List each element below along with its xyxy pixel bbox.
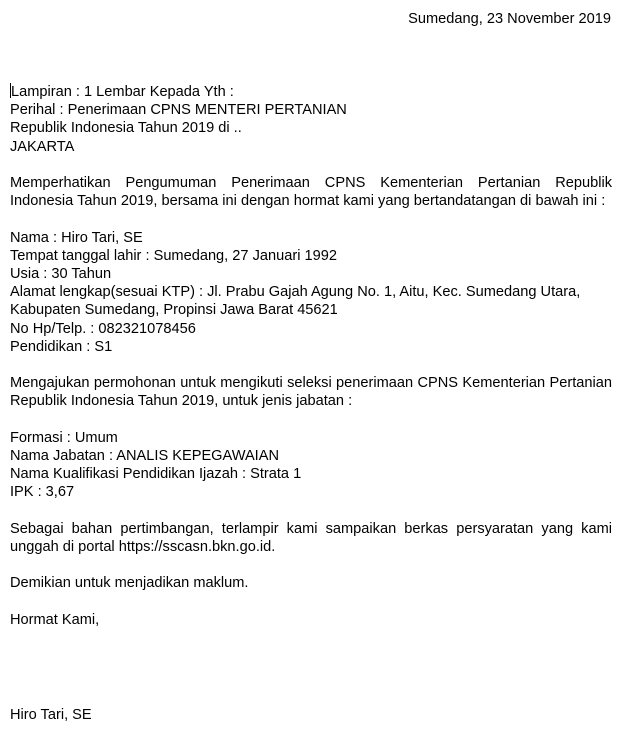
position-jabatan: Nama Jabatan : ANALIS KEPEGAWAIAN — [10, 448, 280, 464]
applicant-address-1: Alamat lengkap(sesuai KTP) : Jl. Prabu Gajah Agung No. 1, Aitu, Kec. Sumedang Utara, — [10, 284, 581, 301]
applicant-name: Nama : Hiro Tari, SE — [10, 229, 143, 246]
position-ipk: IPK : 3,67 — [10, 484, 75, 501]
header-recipient: Republik Indonesia Tahun 2019 di .. — [10, 120, 242, 137]
intro-paragraph: Memperhatikan Pengumuman Penerimaan CPNS Kementerian Pertanian Republik Indonesia Tahun 2019, bersama ini dengan hormat kami yang bertandatangan di bawah ini : — [10, 175, 612, 210]
spacer — [10, 156, 612, 174]
spacer — [10, 210, 612, 228]
header-city: JAKARTA — [10, 138, 75, 155]
spacer — [10, 502, 612, 520]
position-formasi: Formasi : Umum — [10, 429, 118, 446]
header-lampiran: Lampiran : 1 Lembar Kepada Yth : — [11, 84, 234, 100]
applicant-birth: Tempat tanggal lahir : Sumedang, 27 Januari 1992 — [10, 247, 337, 264]
header-lampiran-line — [10, 83, 612, 101]
header-perihal: Perihal : Penerimaan CPNS MENTERI PERTANIAN — [10, 102, 347, 119]
position-qualification: Nama Kualifikasi Pendidikan Ijazah : Strata 1 — [10, 466, 302, 483]
applicant-age: Usia : 30 Tahun — [10, 266, 112, 282]
letter-body — [10, 83, 612, 629]
spacer — [10, 356, 612, 374]
letter-header — [10, 83, 612, 156]
closing-line: Demikian untuk menjadikan maklum. — [10, 575, 249, 592]
applicant-phone: No Hp/Telp. : 082321078456 — [10, 320, 196, 337]
salutation: Hormat Kami, — [10, 611, 100, 628]
request-paragraph: Mengajukan permohonan untuk mengikuti seleksi penerimaan CPNS Kementerian Pertanian Republik Indonesia Tahun 2019, untuk jenis jabatan : — [10, 375, 612, 410]
spacer — [10, 593, 612, 611]
signature-name: Hiro Tari, SE — [10, 707, 92, 723]
spacer — [10, 556, 612, 574]
spacer — [10, 411, 612, 429]
consideration-paragraph: Sebagai bahan pertimbangan, terlampir kami sampaikan berkas persyaratan yang kami unggah di portal https://sscasn.bkn.go.id. — [10, 520, 612, 555]
applicant-address-2: Kabupaten Sumedang, Propinsi Jawa Barat 45621 — [10, 302, 338, 319]
applicant-details — [10, 229, 612, 356]
applicant-education: Pendidikan : S1 — [10, 338, 113, 355]
place-date: Sumedang, 23 November 2019 — [408, 11, 611, 27]
position-details — [10, 429, 612, 502]
